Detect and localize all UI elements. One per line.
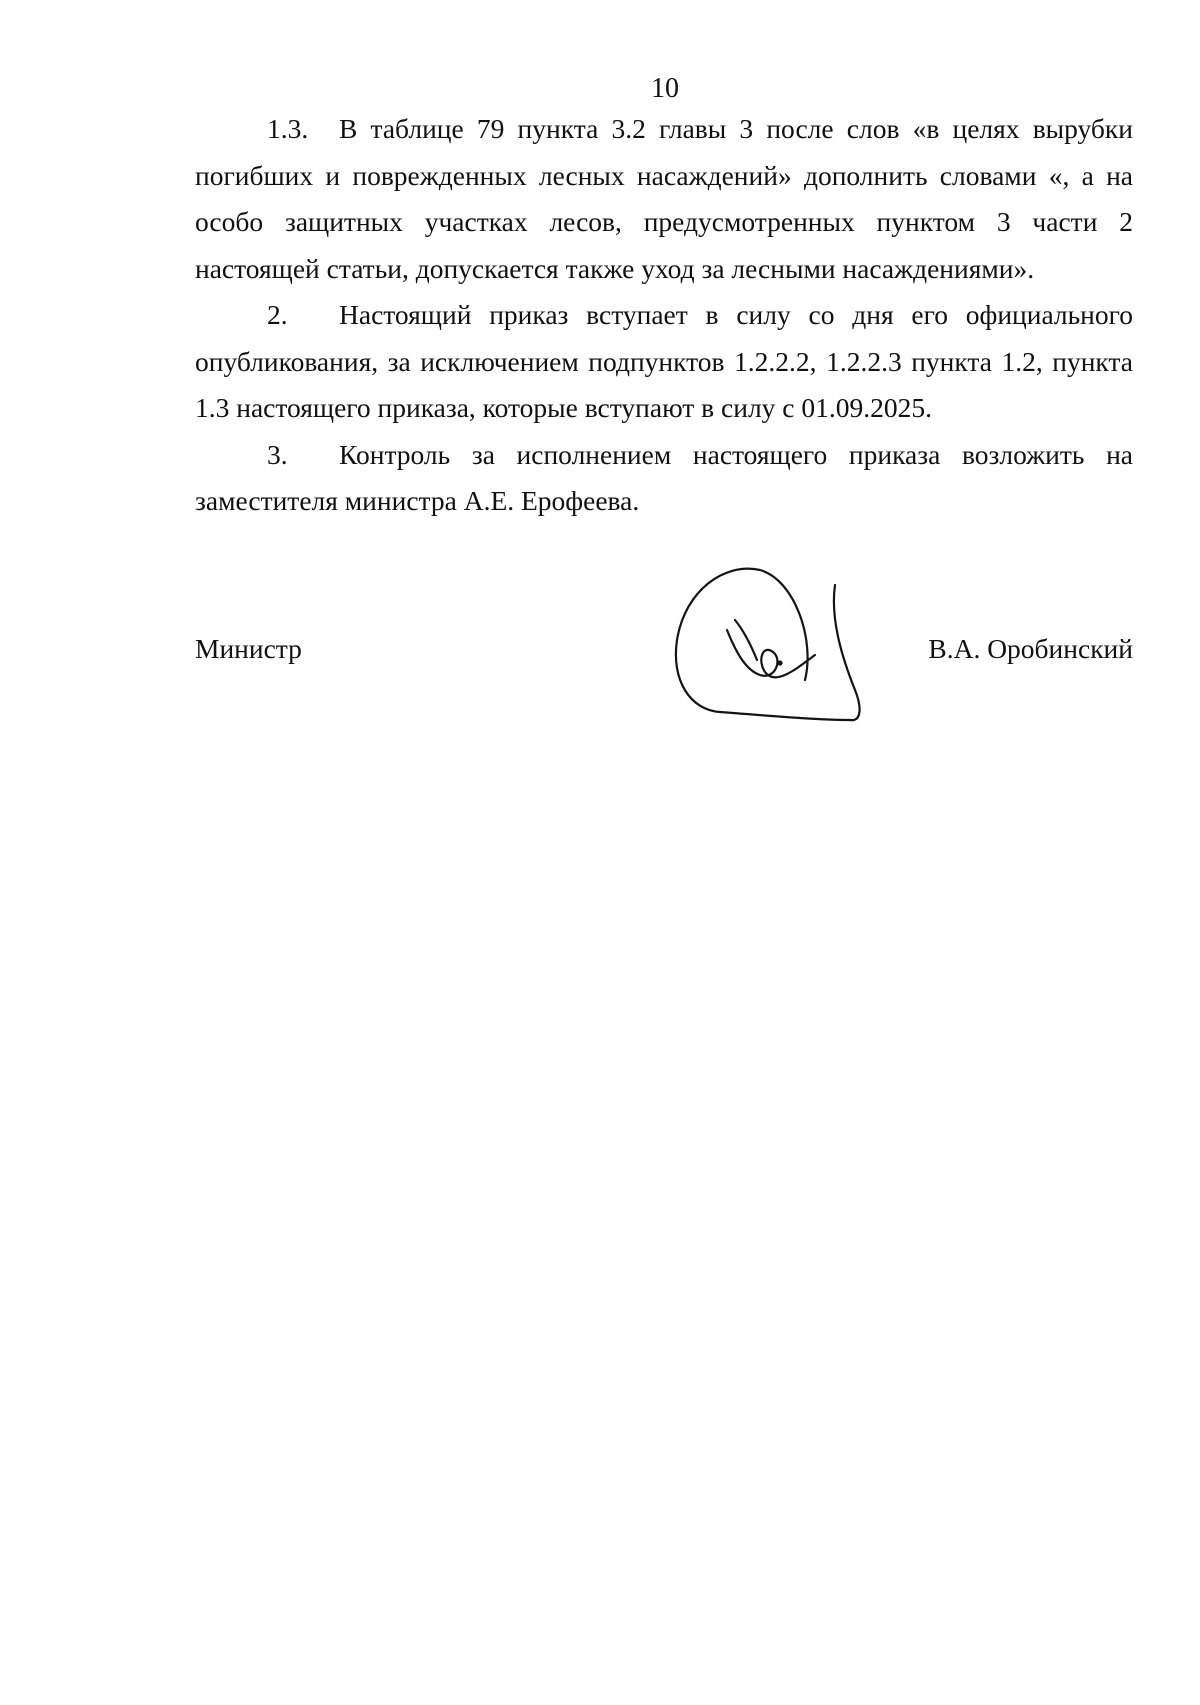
paragraph-3 (195, 432, 1133, 525)
handwritten-signature (665, 560, 885, 740)
document-body (195, 106, 1133, 525)
paragraph-text: В таблице 79 пункта 3.2 главы 3 после слов «в целях вырубки погибших и поврежденных лесных насаждений» дополнить словами «, а на особо защитных участках лесов, предусмотренных пунктом 3 части 2 настоящей статьи, допускается также уход за лесными насаждениями». (195, 113, 1133, 284)
paragraph-number: 2. (267, 299, 288, 330)
signatory-name: В.А. Оробинский (928, 633, 1133, 664)
paragraph-2 (195, 292, 1133, 432)
paragraph-number: 3. (267, 438, 288, 470)
paragraph-text: Контроль за исполнением настоящего приказа возложить на заместителя министра А.Е. Ерофеева. (195, 438, 1133, 516)
signatory-title: Министр (195, 633, 302, 664)
paragraph-1-3 (195, 106, 1133, 292)
page-number: 10 (651, 73, 679, 104)
paragraph-text: Настоящий приказ вступает в силу со дня его официального опубликования, за исключением подпунктов 1.2.2.2, 1.2.2.3 пункта 1.2, пункта 1.3 настоящего приказа, которые вступают в силу с 01.09.2025. (195, 299, 1133, 423)
signature-block (195, 560, 1133, 740)
paragraph-number: 1.3. (267, 113, 309, 144)
